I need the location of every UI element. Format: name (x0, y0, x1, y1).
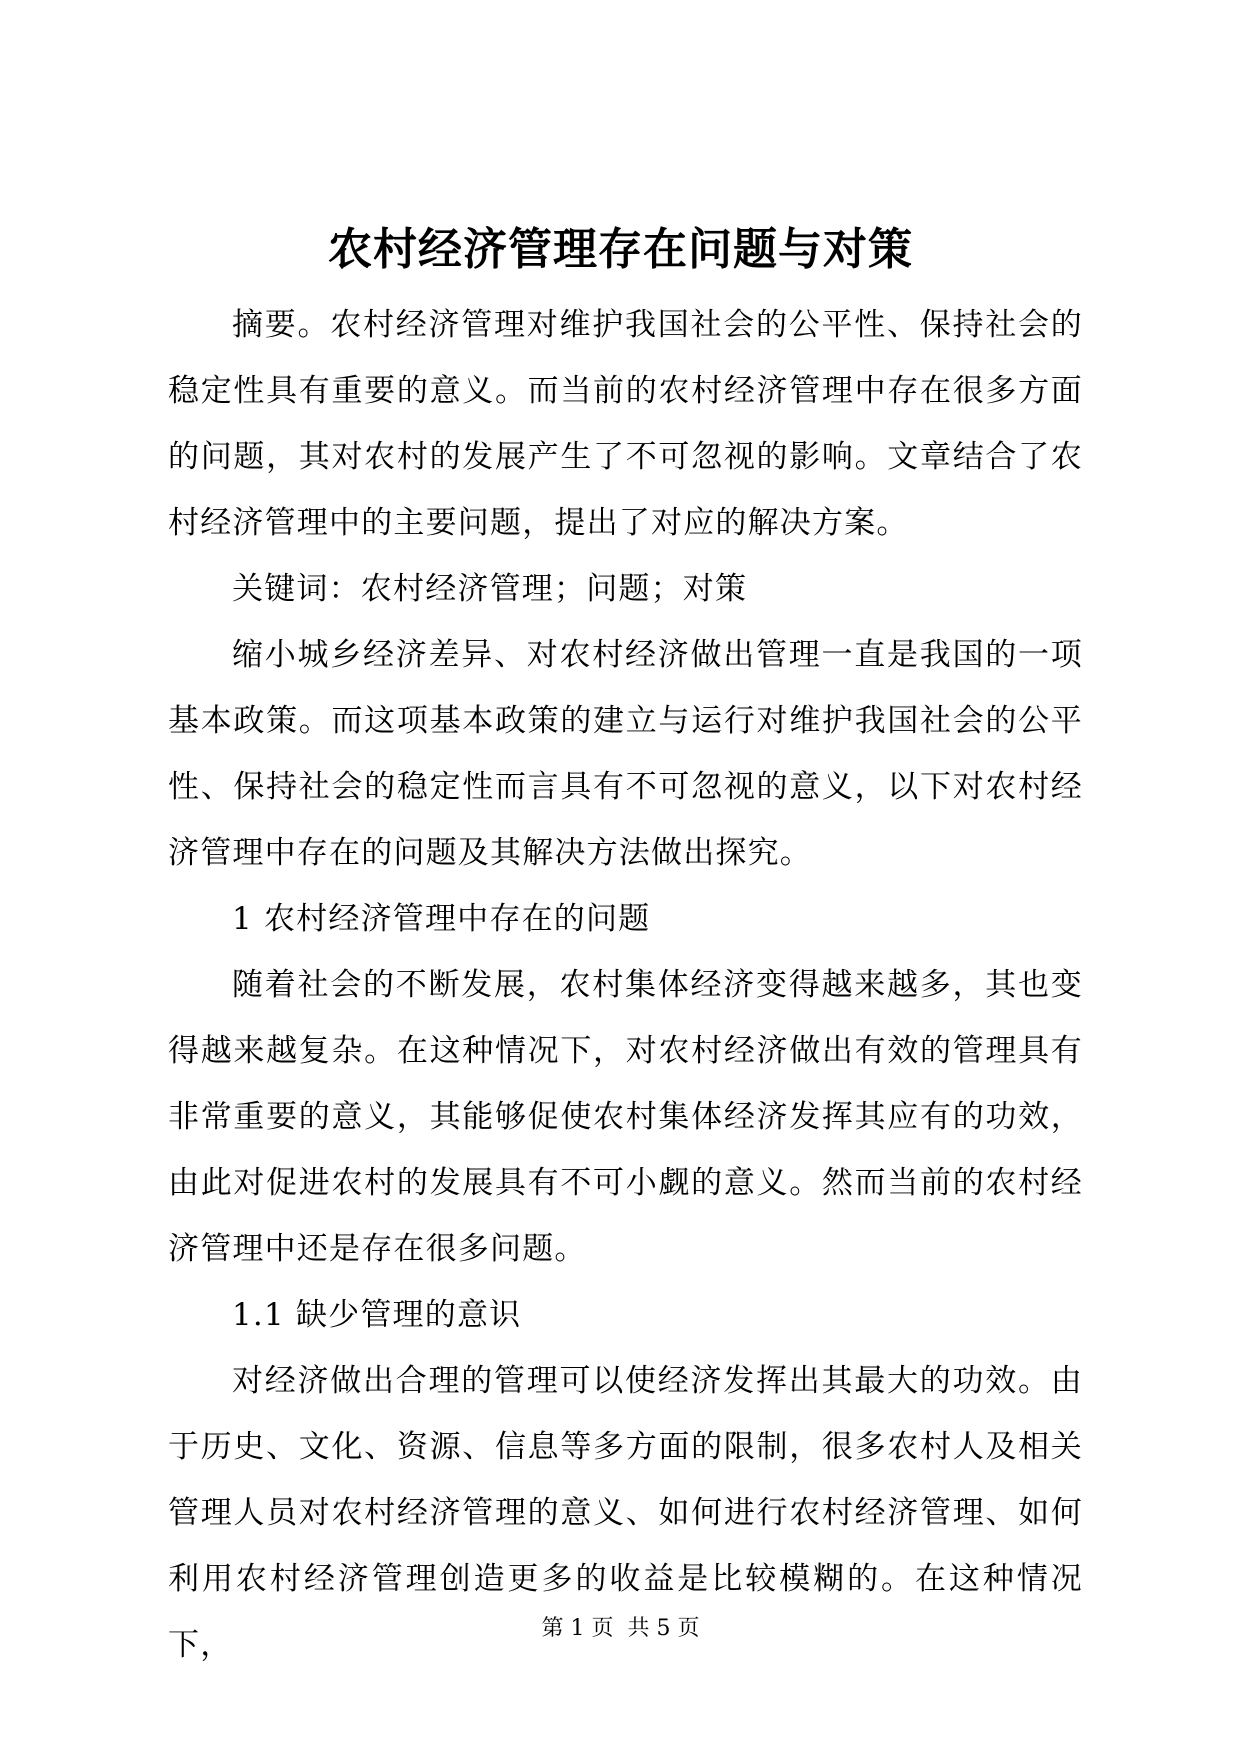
section-1-paragraph: 随着社会的不断发展，农村集体经济变得越来越多，其也变得越来越复杂。在这种情况下，对农村经济做出有效的管理具有非常重要的意义，其能够促使农村集体经济发挥其应有的功效，由此对促进农村的发展具有不可小觑的意义。然而当前的农村经济管理中还是存在很多问题。 (168, 967, 1083, 1267)
keywords-paragraph: 关键词：农村经济管理；问题；对策 (232, 571, 748, 607)
page-total: 共 5 页 (627, 1616, 700, 1641)
section-heading-1: 1 农村经济管理中存在的问题 (232, 901, 651, 937)
abstract-paragraph: 摘要。农村经济管理对维护我国社会的公平性、保持社会的稳定性具有重要的意义。而当前的农村经济管理中存在很多方面的问题，其对农村的发展产生了不可忽视的影响。文章结合了农村经济管理中的主要问题，提出了对应的解决方案。 (168, 307, 1083, 541)
page-number: 第 1 页 (541, 1616, 614, 1641)
subsection-1-1-paragraph: 对经济做出合理的管理可以使经济发挥出其最大的功效。由于历史、文化、资源、信息等多方面的限制，很多农村人及相关管理人员对农村经济管理的意义、如何进行农村经济管理、如何利用农村经济管理创造更多的收益是比较模糊的。在这种情况下， (168, 1363, 1083, 1663)
document-body (168, 292, 1083, 1678)
document-title: 农村经济管理存在问题与对策 (328, 224, 913, 275)
subsection-heading-1-1: 1.1 缺少管理的意识 (232, 1297, 522, 1333)
page-footer (0, 1614, 1241, 1644)
intro-paragraph: 缩小城乡经济差异、对农村经济做出管理一直是我国的一项基本政策。而这项基本政策的建立与运行对维护我国社会的公平性、保持社会的稳定性而言具有不可忽视的意义，以下对农村经济管理中存在的问题及其解决方法做出探究。 (168, 637, 1083, 871)
